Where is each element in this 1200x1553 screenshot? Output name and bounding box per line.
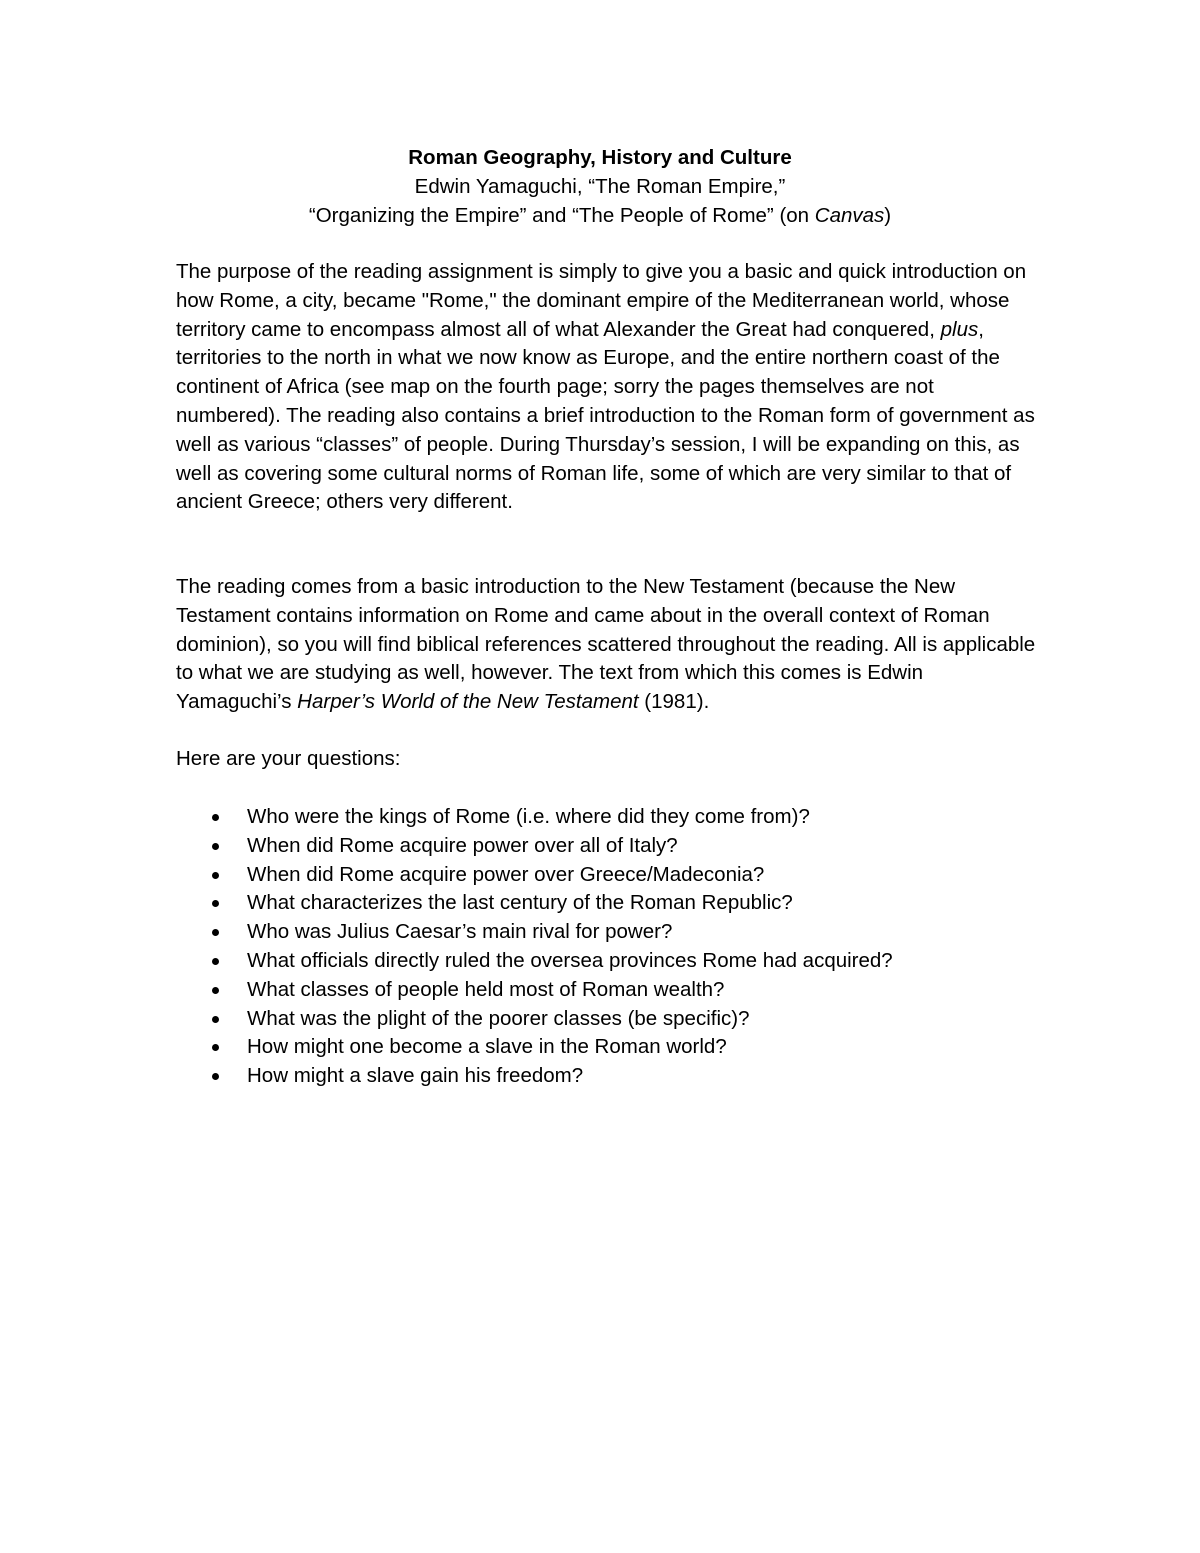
question-item (176, 918, 1036, 947)
question-text: When did Rome acquire power over Greece/Madeconia? (247, 862, 765, 886)
question-item (176, 1005, 1036, 1034)
question-item (176, 976, 1036, 1005)
question-item (176, 1062, 1036, 1091)
reading-chapters-line (0, 201, 1200, 230)
bullet-icon (212, 1073, 219, 1080)
questions-list (176, 803, 1036, 1091)
bullet-icon (212, 958, 219, 965)
bullet-icon (212, 814, 219, 821)
intro-italic-plus: plus (940, 317, 979, 341)
question-item (176, 832, 1036, 861)
intro-text-2: , territories to the north in what we now know as Europe, and the entire northern coast of the continent of Africa (see map on the fourth page; sorry the pages themselves are not numbered). The reading also contains a brief introduction to the Roman form of government as well as various “classes” of people. During Thursday’s session, I will be expanding on this, as well as covering some cultural norms of Roman life, some of which are very similar to that of ancient Greece; others very different. (176, 317, 1035, 514)
questions-heading: Here are your questions: (176, 747, 401, 770)
bullet-icon (212, 1044, 219, 1051)
bullet-icon (212, 872, 219, 879)
reading-chapters-close: ) (884, 204, 892, 227)
question-item (176, 861, 1036, 890)
question-text: How might one become a slave in the Roman world? (247, 1035, 727, 1059)
reading-author-line: Edwin Yamaguchi, “The Roman Empire,” (414, 175, 786, 198)
bullet-icon (212, 843, 219, 850)
question-item (176, 803, 1036, 832)
document-header (0, 143, 1200, 230)
question-item (176, 1033, 1036, 1062)
reading-chapters-text: “Organizing the Empire” and “The People of Rome” (on (308, 204, 815, 227)
question-item (176, 889, 1036, 918)
bullet-icon (212, 1016, 219, 1023)
document-title: Roman Geography, History and Culture (408, 146, 792, 169)
intro-text-1: The purpose of the reading assignment is simply to give you a basic and quick introduction on how Rome, a city, became "Rome," the dominant empire of the Mediterranean world, whose territory came to encompass almost all of what Alexander the Great had conquered, (176, 260, 1027, 341)
source-text-1: The reading comes from a basic introduction to the New Testament (because the New Testament contains information on Rome and came about in the overall context of Roman dominion), so you will find biblical references scattered throughout the reading. All is applicable to what we are studying as well, however. The text from which this comes is Edwin Yamaguchi’s (176, 575, 1036, 714)
question-text: Who were the kings of Rome (i.e. where did they come from)? (247, 805, 810, 828)
question-text: How might a slave gain his freedom? (247, 1064, 584, 1088)
question-text: What classes of people held most of Roman wealth? (247, 977, 725, 1001)
reading-source-italic: Canvas (814, 204, 885, 227)
source-book-title: Harper’s World of the New Testament (297, 690, 639, 714)
bullet-icon (212, 987, 219, 994)
question-text: When did Rome acquire power over all of Italy? (247, 833, 678, 857)
bullet-icon (212, 929, 219, 936)
question-text: Who was Julius Caesar’s main rival for power? (247, 920, 673, 944)
question-text: What officials directly ruled the oversea provinces Rome had acquired? (247, 948, 893, 972)
question-text: What was the plight of the poorer classes (be specific)? (247, 1006, 750, 1030)
question-text: What characterizes the last century of the Roman Republic? (247, 891, 793, 915)
question-item (176, 947, 1036, 976)
source-paragraph (176, 573, 1036, 717)
bullet-icon (212, 900, 219, 907)
intro-paragraph (176, 258, 1036, 517)
source-text-2: (1981). (638, 690, 710, 714)
